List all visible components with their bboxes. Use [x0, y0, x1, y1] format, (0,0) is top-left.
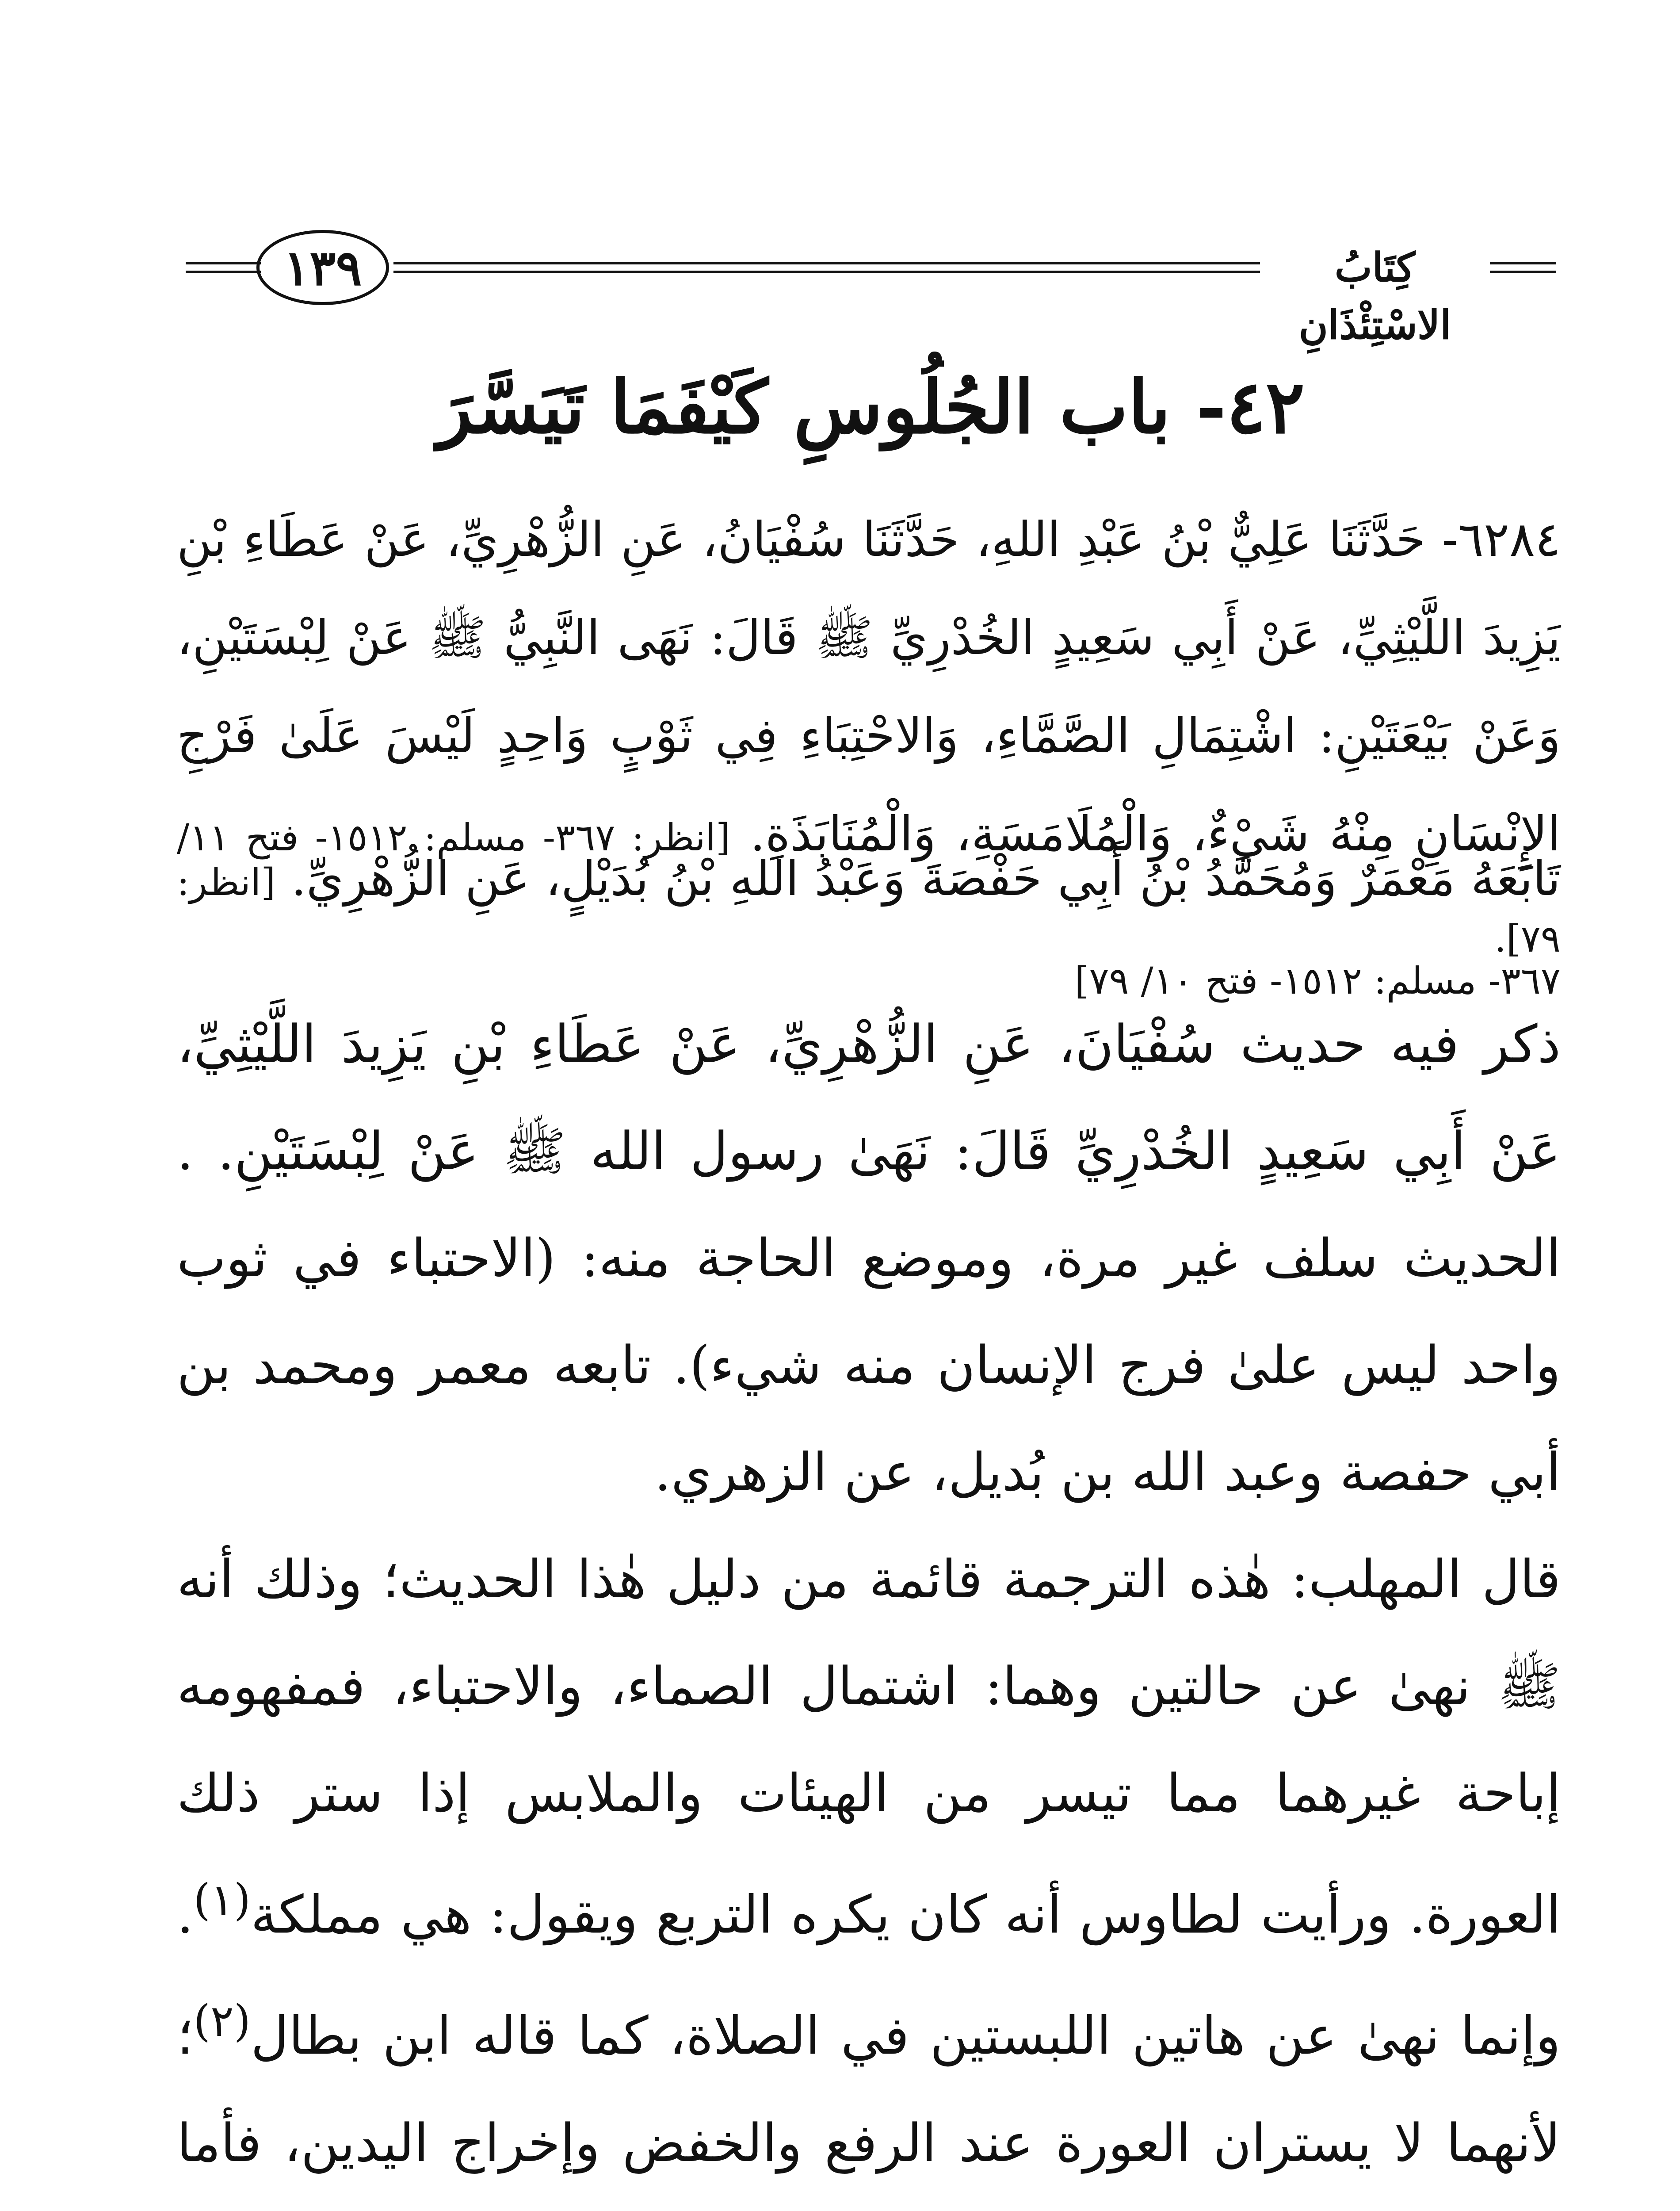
footnote-marker[interactable]: (٢)	[193, 1996, 251, 2047]
chapter-heading: ٤٢- باب الجُلُوسِ كَيْفَمَا تَيَسَّرَ	[437, 364, 1305, 450]
hadith-reference: [انظر: ٣٦٧- مسلم: ١٥١٢- فتح ١١/ ٧٩].	[177, 816, 1561, 960]
book-title: كِتَابُ الاسْتِئْذَانِ	[1298, 244, 1451, 348]
commentary-paragraph	[177, 1526, 1561, 2211]
mutaba-text: تَابَعَهُ مَعْمَرٌ وَمُحَمَّدُ بْنُ أَبِي حَفْصَةَ وَعَبْدُ اللهِ بْنُ بُدَيْلٍ، عَنِ الزُّهْرِيِّ.	[291, 851, 1561, 907]
running-header	[186, 221, 1556, 348]
header-rule	[186, 271, 261, 273]
commentary-paragraph: ذكر فيه حديث سُفْيَانَ، عَنِ الزُّهْرِيِّ، عَنْ عَطَاءِ بْنِ يَزِيدَ اللَّيْثِيِّ، عَنْ أَبِي سَعِيدٍ الخُدْرِيِّ قَالَ: نَهَىٰ رسول الله ﷺ عَنْ لِبْسَتَيْنِ. . الحديث سلف غير مرة، وموضع الحاجة منه: (الاحتباء في ثوب واحد ليس علىٰ فرج الإنسان منه شيء). تابعه معمر ومحمد بن أبي حفصة وعبد الله بن بُديل، عن الزهري.	[177, 1014, 1561, 1503]
commentary-text: قال المهلب: هٰذه الترجمة قائمة من دليل هٰذا الحديث؛ وذلك أنه ﷺ نهىٰ عن حالتين وهما: اشتمال الصماء، والاحتباء، فمفهومه إباحة غيرهما مما تيسر من الهيئات والملابس إذا ستر ذلك العورة. ورأيت لطاوس أنه كان يكره التربع ويقول: هي مملكة	[177, 1549, 1561, 1945]
header-rule	[1490, 271, 1556, 273]
footnote-marker[interactable]: (١)	[193, 1875, 251, 1925]
commentary	[177, 991, 1561, 2211]
header-rule	[393, 271, 1260, 273]
commentary-text: ؛ لأنهما لا يستران العورة عند الرفع والخفض وإخراج اليدين، فأما	[177, 2005, 1561, 2173]
header-rule	[1490, 262, 1556, 264]
commentary-text: . وإنما نهىٰ عن هاتين اللبستين في الصلاة، كما قاله ابن بطال	[177, 1884, 1561, 2066]
page-number: ١٣٩	[256, 230, 389, 305]
hadith-text: ٦٢٨٤- حَدَّثَنَا عَلِيٌّ بْنُ عَبْدِ اللهِ، حَدَّثَنَا سُفْيَانُ، عَنِ الزُّهْرِيِّ، عَنْ عَطَاءِ بْنِ يَزِيدَ اللَّيْثِيِّ، عَنْ أَبِي سَعِيدٍ الخُدْرِيِّ ﷺ قَالَ: نَهَى النَّبِيُّ ﷺ عَنْ لِبْسَتَيْنِ، وَعَنْ بَيْعَتَيْنِ: اشْتِمَالِ الصَّمَّاءِ، وَالاحْتِبَاءِ فِي ثَوْبٍ وَاحِدٍ لَيْسَ عَلَىٰ فَرْجِ الإِنْسَانِ مِنْهُ شَيْءٌ، وَالْمُلَامَسَةِ، وَالْمُنَابَذَةِ.	[177, 512, 1561, 862]
header-rule	[393, 262, 1260, 264]
mutaba-reference: [انظر: ٣٦٧- مسلم: ١٥١٢- فتح ١٠/ ٧٩]	[177, 861, 1561, 1002]
header-rule	[186, 262, 261, 264]
